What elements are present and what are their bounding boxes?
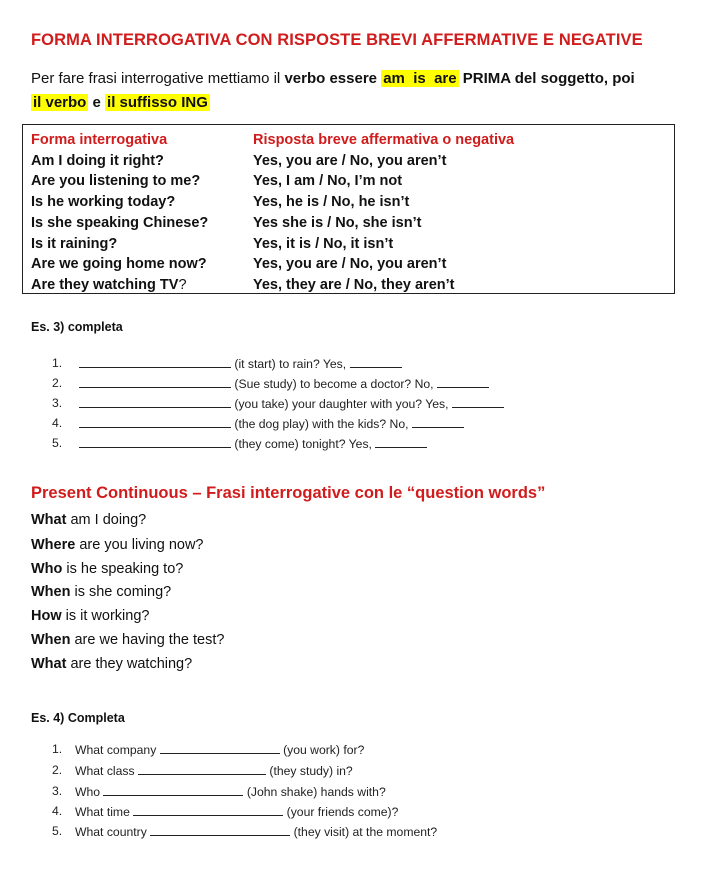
table-answer: Yes, it is / No, it isn’t [253, 235, 394, 252]
table-row [31, 235, 394, 252]
item-number: 5. [52, 824, 63, 838]
item-number: 3. [52, 396, 63, 410]
item-lead: What class [75, 764, 135, 778]
answer-blank[interactable] [452, 396, 504, 408]
table-question: Am I doing it right? [31, 152, 164, 169]
question-rest: is he speaking to? [62, 561, 184, 577]
table-answer: Yes, they are / No, they aren’t [253, 276, 455, 293]
table-question: Are they watching TV [31, 276, 179, 293]
question-rest: am I doing? [66, 512, 147, 528]
answer-blank[interactable] [133, 804, 283, 816]
exercise-item [52, 804, 398, 819]
item-text: (Sue study) to become a doctor? No, [234, 377, 434, 391]
exercise-item [52, 376, 489, 391]
question-rest: are you living now? [75, 537, 204, 553]
question-word: Where [31, 537, 76, 553]
answer-blank[interactable] [79, 376, 231, 388]
table-answer: Yes, he is / No, he isn’t [253, 194, 410, 211]
item-number: 4. [52, 804, 63, 818]
table-question: Are you listening to me? [31, 173, 201, 190]
question-line [31, 656, 192, 672]
question-line [31, 537, 204, 553]
table-question: Is it raining? [31, 235, 118, 252]
item-text: (you work) for? [283, 743, 365, 757]
question-word: When [31, 632, 71, 648]
table-question: Is he working today? [31, 194, 176, 211]
item-text: (the dog play) with the kids? No, [234, 417, 409, 431]
item-number: 1. [52, 356, 63, 370]
exercise-item [52, 416, 464, 431]
question-line [31, 608, 149, 624]
answer-blank[interactable] [412, 416, 464, 428]
table-row [31, 152, 447, 169]
item-number: 2. [52, 376, 63, 390]
answer-blank[interactable] [150, 824, 290, 836]
table-answer: Yes, you are / No, you aren’t [253, 152, 447, 169]
table-row [31, 276, 455, 293]
answer-blank[interactable] [79, 436, 231, 448]
question-line [31, 561, 183, 577]
table-header [31, 132, 515, 148]
exercise-4-heading: Es. 4) Completa [31, 711, 125, 725]
answer-blank[interactable] [138, 763, 266, 775]
intro-text: Per fare frasi interrogative mettiamo il [31, 70, 285, 87]
item-number: 4. [52, 416, 63, 430]
section-title: Present Continuous – Frasi interrogative con le “question words” [31, 484, 546, 502]
question-word: How [31, 608, 62, 624]
item-text: (they study) in? [269, 764, 353, 778]
table-answer: Yes she is / No, she isn’t [253, 214, 422, 231]
answer-blank[interactable] [79, 356, 231, 368]
table-row [31, 194, 410, 211]
exercise-item [52, 742, 364, 757]
answer-blank[interactable] [437, 376, 489, 388]
highlight-is: is [413, 70, 426, 87]
table-row [31, 256, 447, 273]
answer-blank[interactable] [79, 396, 231, 408]
table-row [31, 214, 422, 231]
question-word: What [31, 656, 67, 672]
intro-e: e [92, 94, 101, 111]
item-lead: Who [75, 785, 101, 799]
intro-bold-verb: verbo essere [284, 70, 378, 87]
question-rest: is she coming? [70, 584, 172, 600]
question-line [31, 632, 224, 648]
table-answer: Yes, you are / No, you aren’t [253, 256, 447, 273]
item-number: 5. [52, 436, 63, 450]
exercise-item [52, 436, 427, 451]
question-line [31, 584, 171, 600]
item-lead: What country [75, 825, 147, 839]
exercise-item [52, 396, 504, 411]
item-text: (it start) to rain? Yes, [234, 357, 347, 371]
item-text: (John shake) hands with? [246, 785, 386, 799]
item-number: 1. [52, 742, 63, 756]
item-lead: What time [75, 805, 130, 819]
item-number: 3. [52, 784, 63, 798]
item-text: (you take) your daughter with you? Yes, [234, 397, 449, 411]
answer-blank[interactable] [103, 784, 243, 796]
exercise-3-heading: Es. 3) completa [31, 320, 123, 334]
highlight-suffisso: il suffisso ING [107, 94, 208, 111]
intro-prima: PRIMA del soggetto, poi [462, 70, 635, 87]
question-rest: are we having the test? [70, 632, 225, 648]
question-rest: are they watching? [66, 656, 193, 672]
answer-blank[interactable] [79, 416, 231, 428]
answer-blank[interactable] [375, 436, 427, 448]
item-lead: What company [75, 743, 157, 757]
page-title: FORMA INTERROGATIVA CON RISPOSTE BREVI AFFERMATIVE E NEGATIVE [31, 31, 643, 49]
highlight-am-is-are [381, 70, 458, 87]
question-word: What [31, 512, 67, 528]
intro-line-2 [31, 94, 210, 111]
table-question: Is she speaking Chinese? [31, 214, 209, 231]
question-rest: is it working? [61, 608, 150, 624]
question-answer-table [22, 124, 675, 294]
question-line [31, 512, 146, 528]
table-question: Are we going home now? [31, 256, 207, 273]
table-row [31, 173, 403, 190]
table-question-mark: ? [178, 276, 187, 293]
intro-line-1 [31, 70, 635, 87]
col-header-answer: Risposta breve affermativa o negativa [253, 132, 515, 148]
highlight-il-verbo: il verbo [33, 94, 87, 111]
exercise-item [52, 824, 437, 839]
answer-blank[interactable] [160, 742, 280, 754]
exercise-item [52, 763, 353, 778]
highlight-am: am [383, 70, 405, 87]
highlight-are: are [434, 70, 457, 87]
item-text: (they visit) at the moment? [293, 825, 438, 839]
item-text: (your friends come)? [286, 805, 399, 819]
exercise-item [52, 784, 386, 799]
answer-blank[interactable] [350, 356, 402, 368]
exercise-item [52, 356, 402, 371]
item-text: (they come) tonight? Yes, [234, 437, 372, 451]
question-word: Who [31, 561, 63, 577]
item-number: 2. [52, 763, 63, 777]
question-word: When [31, 584, 71, 600]
col-header-question: Forma interrogativa [31, 132, 168, 148]
table-answer: Yes, I am / No, I’m not [253, 173, 403, 190]
